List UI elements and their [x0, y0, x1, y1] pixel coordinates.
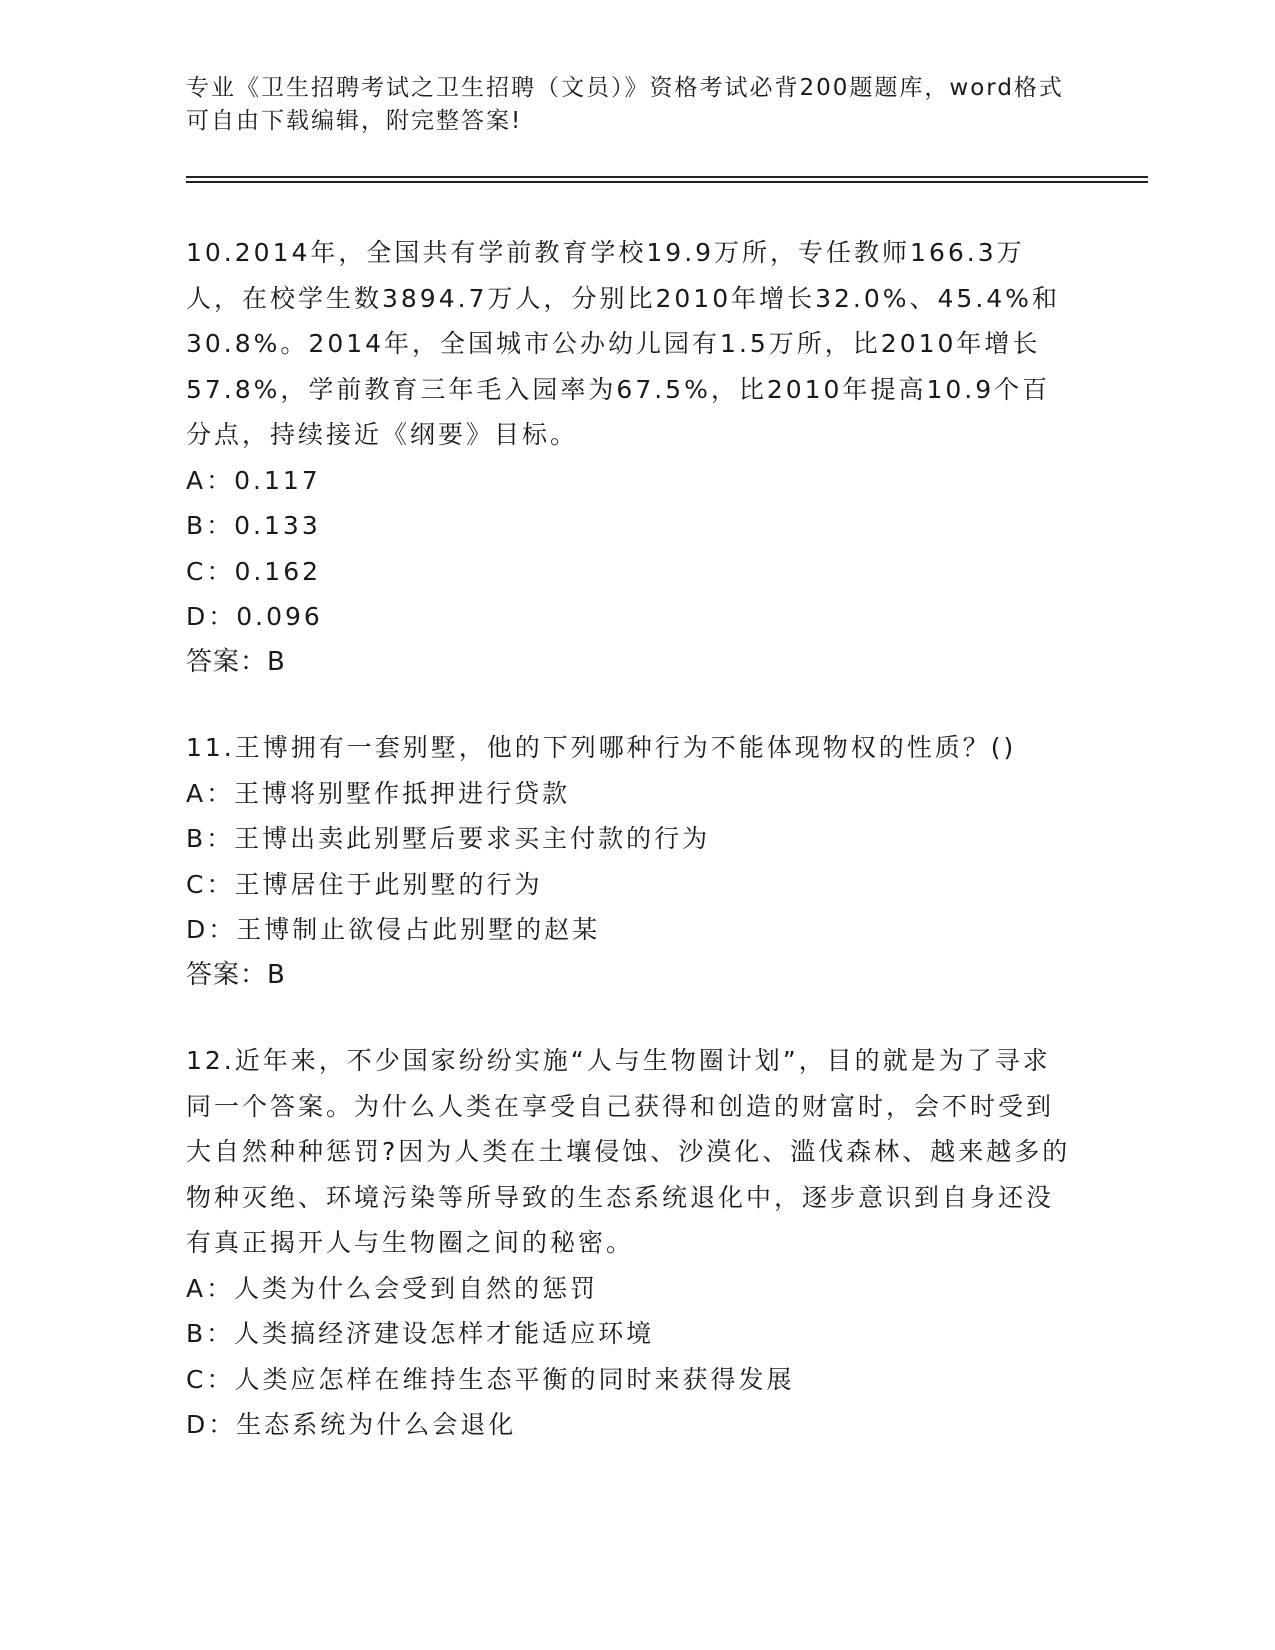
option-a: A：人类为什么会受到自然的惩罚: [186, 1273, 599, 1303]
option-d: D：王博制止欲侵占此别墅的赵某: [186, 915, 601, 944]
question-stem: 10.2014年，全国共有学前教育学校19.9万所，专任教师166.3万人，在校学生数3894.7万人，分别比2010年增长32.0%、45.4%和30.8%。2014年，全国城市公办幼儿园有1.5万所，比2010年增长57.8%，学前教育三年毛入园率为67.5%，比2010年提高10.9个百分点，持续接近《纲要》目标。: [186, 238, 1060, 449]
header-divider-bottom: [186, 181, 1148, 183]
header-divider-top: [186, 176, 1148, 178]
header-line-2: 可自由下载编辑，附完整答案!: [186, 108, 523, 134]
option-d: D：生态系统为什么会退化: [186, 1410, 517, 1439]
option-b: B：0.133: [186, 511, 321, 540]
option-c: C：人类应怎样在维持生态平衡的同时来获得发展: [186, 1364, 795, 1394]
option-a: A：王博将别墅作抵押进行贷款: [186, 778, 571, 808]
answer-text: 答案：B: [186, 646, 286, 677]
option-c: C：0.162: [186, 556, 322, 586]
document-header: [186, 72, 1066, 138]
question-stem: 12.近年来，不少国家纷纷实施“人与生物圈计划”，目的就是为了寻求同一个答案。为什么人类在享受自己获得和创造的财富时，会不时受到大自然种种惩罚?因为人类在土壤侵蚀、沙漠化、滥伐森林、越来越多的物种灭绝、环境污染等所导致的生态系统退化中，逐步意识到自身还没有真正揭开人与生物圈之间的秘密。: [186, 1046, 1071, 1257]
question-10: [186, 230, 1076, 685]
answer-text: 答案：B: [186, 959, 286, 990]
question-stem: 11.王博拥有一套别墅，他的下列哪种行为不能体现物权的性质？(): [186, 733, 1017, 762]
option-d: D：0.096: [186, 602, 323, 631]
question-11: [186, 725, 1076, 998]
header-line-1: 专业《卫生招聘考试之卫生招聘（文员）》资格考试必背200题题库，word格式: [186, 75, 1064, 101]
option-a: A：0.117: [186, 465, 321, 495]
question-list: [186, 230, 1076, 1488]
question-12: [186, 1038, 1076, 1448]
option-c: C：王博居住于此别墅的行为: [186, 869, 543, 899]
option-b: B：王博出卖此别墅后要求买主付款的行为: [186, 824, 711, 853]
option-b: B：人类搞经济建设怎样才能适应环境: [186, 1319, 655, 1348]
